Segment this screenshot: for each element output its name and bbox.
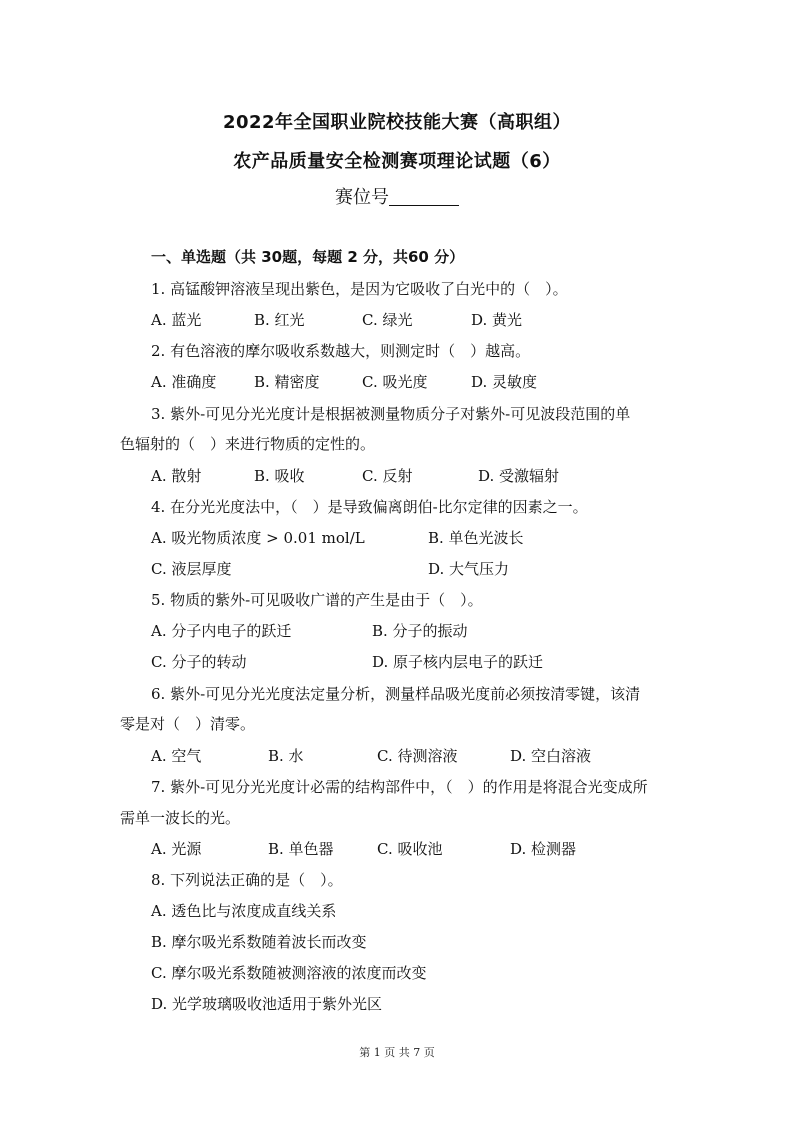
- option: A. 透色比与浓度成直线关系: [151, 902, 337, 920]
- question-stem: 6. 紫外-可见分光光度法定量分析，测量样品吸光度前必须按清零键，该清: [151, 685, 641, 703]
- option: A. 散射: [151, 467, 202, 485]
- option: D. 检测器: [510, 840, 577, 858]
- option: A. 蓝光: [151, 311, 202, 329]
- option: C. 吸收池: [377, 840, 443, 858]
- question-stem: 3. 紫外-可见分光光度计是根据被测量物质分子对紫外-可见波段范围的单: [151, 405, 631, 423]
- option: B. 分子的振动: [372, 622, 468, 640]
- seat-number-blank: [389, 187, 459, 206]
- option: B. 摩尔吸光系数随着波长而改变: [151, 933, 367, 951]
- option: B. 单色光波长: [428, 529, 524, 547]
- question-stem: 1. 高锰酸钾溶液呈现出紫色，是因为它吸收了白光中的（ ）。: [151, 280, 568, 298]
- option: C. 液层厚度: [151, 560, 232, 578]
- option: B. 吸收: [254, 467, 305, 485]
- option: C. 摩尔吸光系数随被测溶液的浓度而改变: [151, 964, 427, 982]
- section-heading: 一、单选题（共 30题，每题 2 分，共60 分）: [151, 248, 465, 266]
- question-stem: 2. 有色溶液的摩尔吸收系数越大，则测定时（ ）越高。: [151, 342, 531, 360]
- option: D. 黄光: [471, 311, 523, 329]
- option: B. 红光: [254, 311, 305, 329]
- option: C. 吸光度: [362, 373, 428, 391]
- seat-number-label: 赛位号: [335, 187, 389, 208]
- option: A. 分子内电子的跃迁: [151, 622, 292, 640]
- exam-title-line1: 2022年全国职业院校技能大赛（高职组）: [222, 112, 572, 133]
- option: D. 灵敏度: [471, 373, 538, 391]
- question-stem-continued: 色辐射的（ ）来进行物质的定性的。: [120, 435, 376, 453]
- option: C. 反射: [362, 467, 413, 485]
- option: C. 分子的转动: [151, 653, 247, 671]
- option: D. 原子核内层电子的跃迁: [372, 653, 544, 671]
- seat-number-field: [0, 183, 794, 209]
- option: A. 空气: [151, 747, 202, 765]
- option: A. 光源: [151, 840, 202, 858]
- question-stem-continued: 零是对（ ）清零。: [120, 715, 256, 733]
- page-footer: 第 1 页 共 7 页: [359, 1046, 435, 1059]
- option: A. 吸光物质浓度 > 0.01 mol/L: [151, 529, 365, 547]
- option: D. 光学玻璃吸收池适用于紫外光区: [151, 995, 383, 1013]
- option: A. 准确度: [151, 373, 217, 391]
- exam-title-line2: 农产品质量安全检测赛项理论试题（6）: [233, 151, 561, 172]
- option: D. 大气压力: [428, 560, 510, 578]
- question-stem: 5. 物质的紫外-可见吸收广谱的产生是由于（ ）。: [151, 591, 483, 609]
- option: C. 绿光: [362, 311, 413, 329]
- option: D. 空白溶液: [510, 747, 592, 765]
- option: C. 待测溶液: [377, 747, 458, 765]
- question-stem: 8. 下列说法正确的是（ ）。: [151, 871, 343, 889]
- option: B. 精密度: [254, 373, 320, 391]
- option: B. 水: [268, 747, 304, 765]
- question-stem-continued: 需单一波长的光。: [120, 809, 241, 827]
- question-stem: 7. 紫外-可见分光光度计必需的结构部件中，（ ）的作用是将混合光变成所: [151, 778, 648, 796]
- option: D. 受激辐射: [478, 467, 560, 485]
- option: B. 单色器: [268, 840, 334, 858]
- question-stem: 4. 在分光光度法中，（ ）是导致偏离朗伯-比尔定律的因素之一。: [151, 498, 588, 516]
